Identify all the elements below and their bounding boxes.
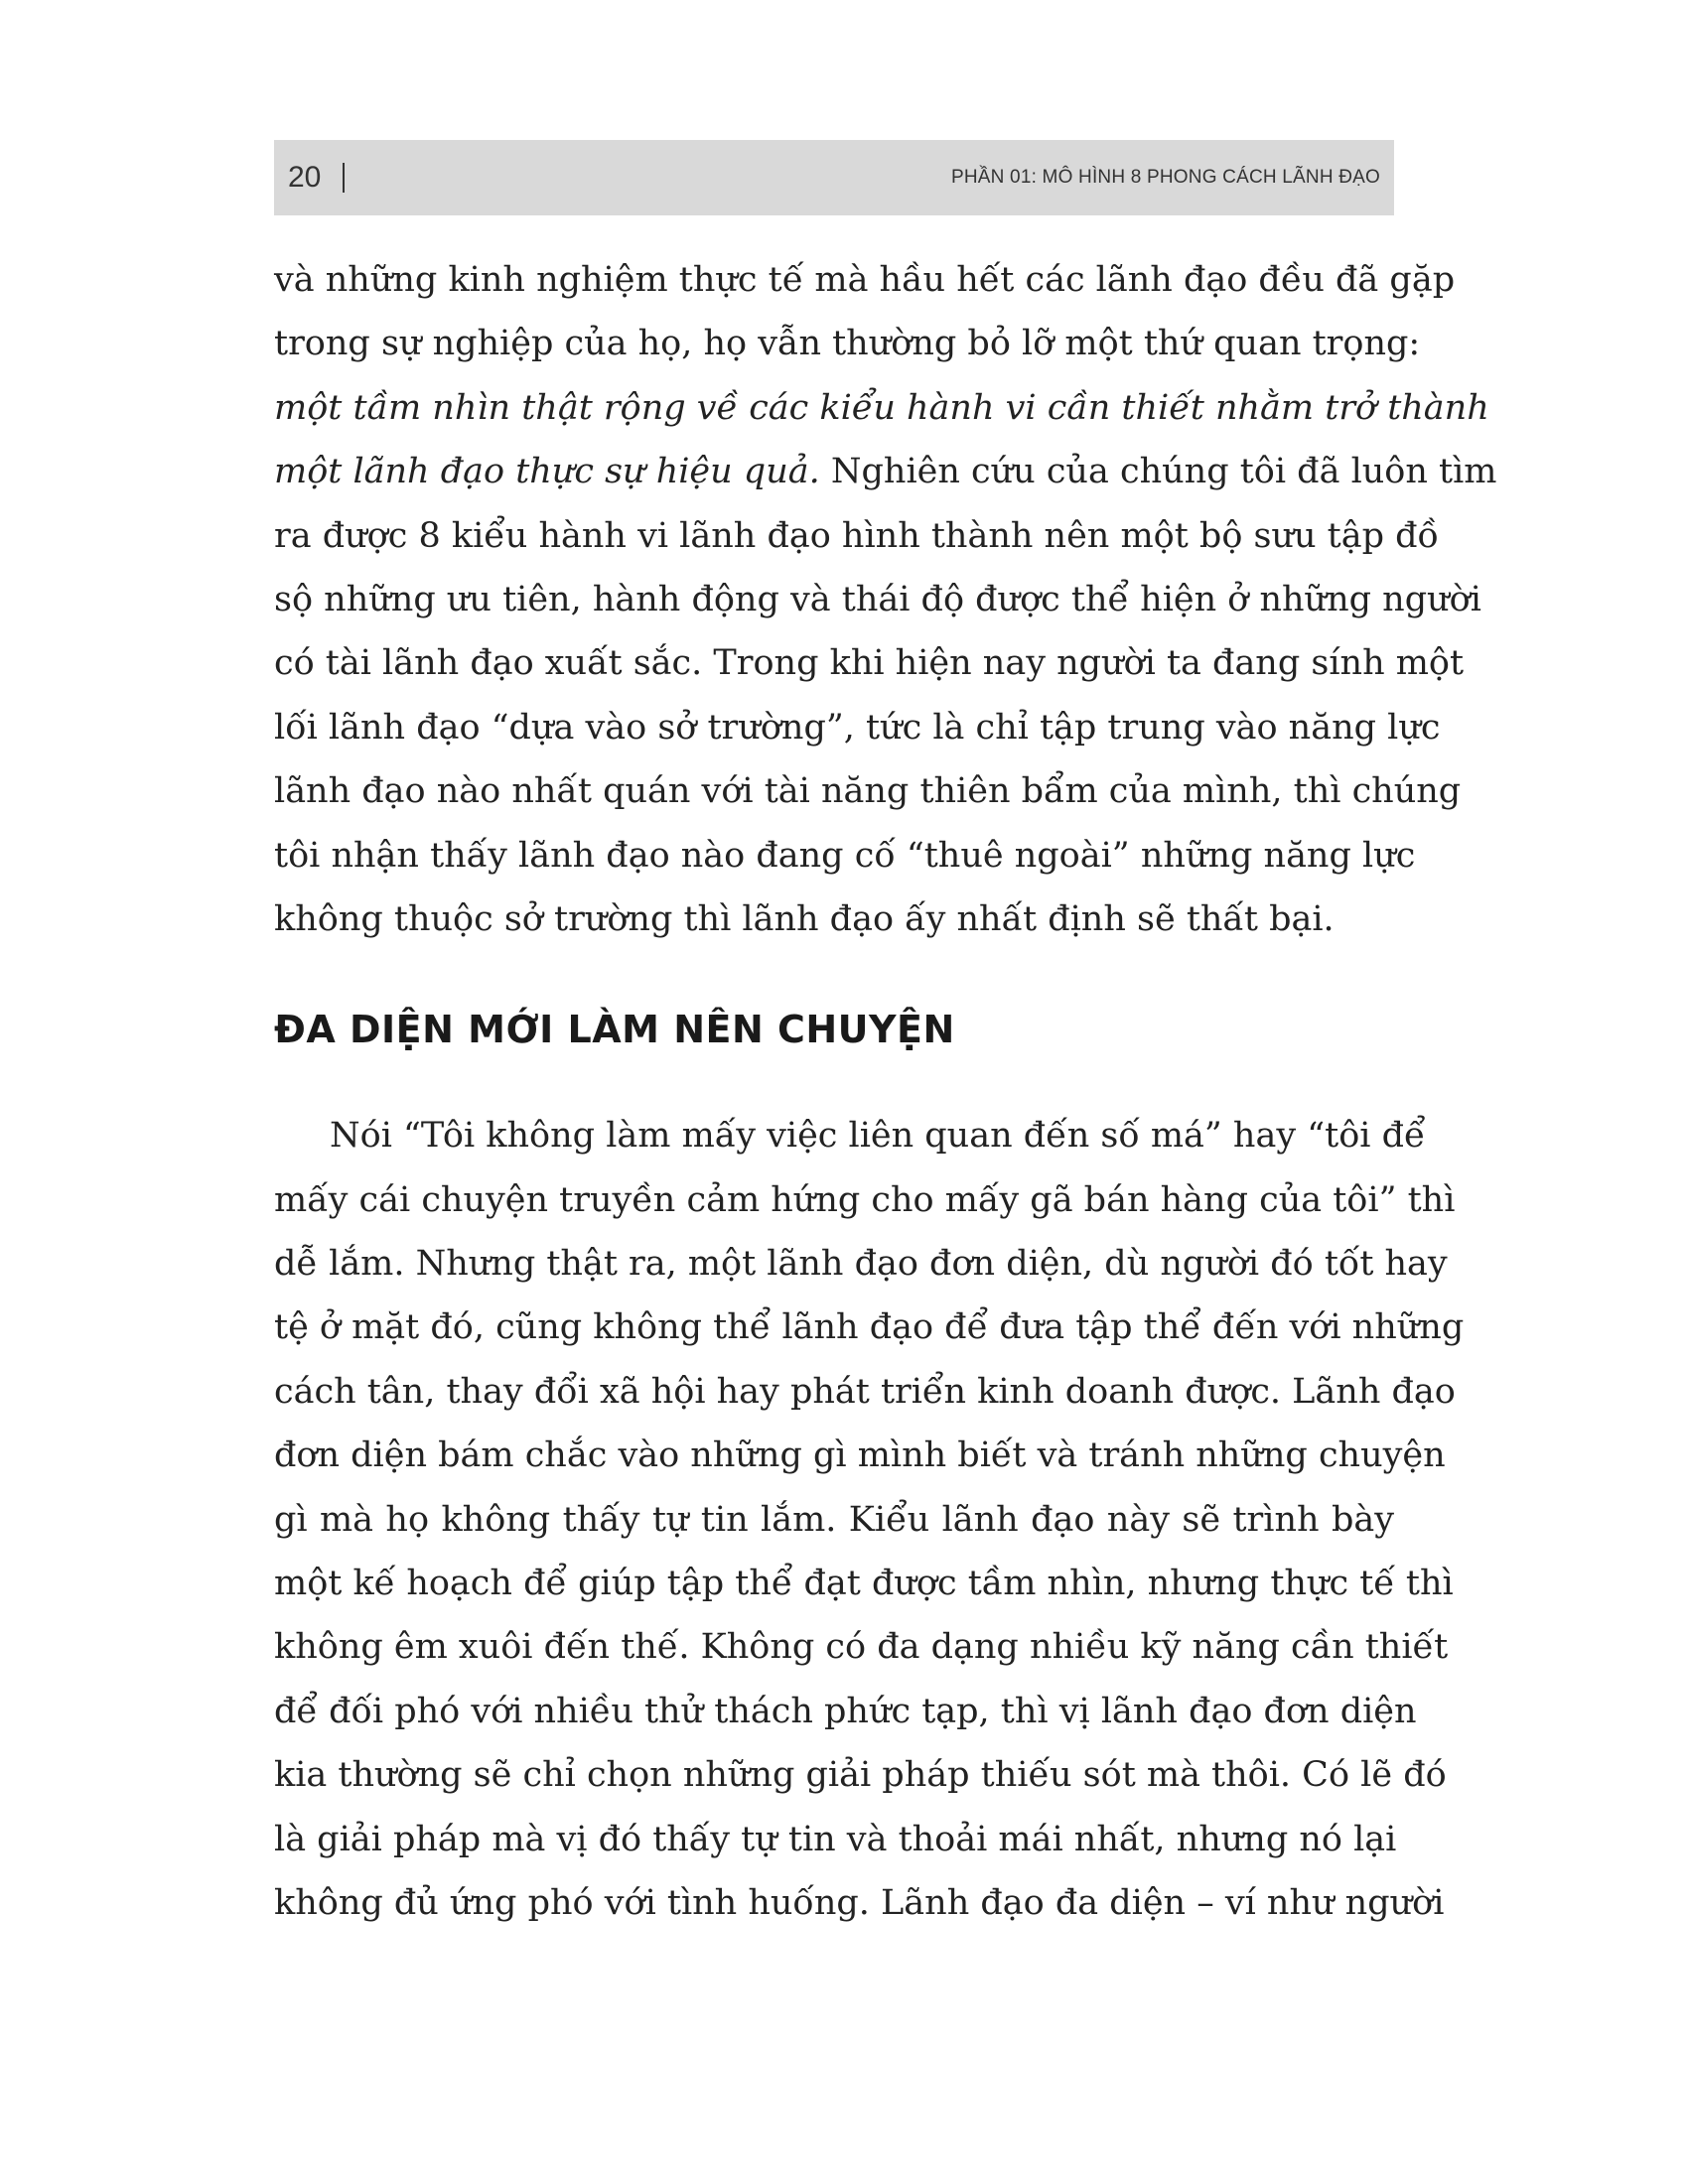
- line-text: trong sự nghiệp của họ, họ vẫn thường bỏ lỡ một thứ quan trọng:: [274, 324, 1421, 364]
- line-text: không thuộc sở trường thì lãnh đạo ấy nhất định sẽ thất bại.: [274, 898, 1335, 939]
- text-line: [274, 1168, 1456, 1232]
- text-line: [274, 1680, 1417, 1743]
- line-text: mấy cái chuyện truyền cảm hứng cho mấy gã bán hàng của tôi” thì: [274, 1179, 1456, 1220]
- text-line: [274, 440, 1497, 503]
- line-text: là giải pháp mà vị đó thấy tự tin và thoải mái nhất, nhưng nó lại: [274, 1819, 1397, 1859]
- line-text: không êm xuôi đến thế. Không có đa dạng nhiều kỹ năng cần thiết: [274, 1627, 1449, 1668]
- section-heading: ĐA DIỆN MỚI LÀM NÊN CHUYỆN: [274, 1008, 955, 1052]
- italic-text: một lãnh đạo thực sự hiệu quả.: [274, 452, 820, 492]
- paragraph-2: [274, 1104, 1465, 1935]
- header-separator: [343, 163, 345, 193]
- text-line: [274, 1808, 1397, 1871]
- page-number: [288, 161, 345, 195]
- text-line: [274, 1360, 1456, 1424]
- line-text: lãnh đạo nào nhất quán với tài năng thiên bẩm của mình, thì chúng: [274, 771, 1462, 812]
- page-body: [274, 248, 1497, 1935]
- text-line: [274, 1615, 1449, 1679]
- text-line: [274, 248, 1456, 312]
- line-text: cách tân, thay đổi xã hội hay phát triển kinh doanh được. Lãnh đạo: [274, 1371, 1456, 1412]
- text-line: [274, 824, 1416, 887]
- text-line: [274, 504, 1439, 568]
- line-text: tệ ở mặt đó, cũng không thể lãnh đạo để đưa tập thể đến với những: [274, 1307, 1465, 1348]
- line-text: lối lãnh đạo “dựa vào sở trường”, tức là chỉ tập trung vào năng lực: [274, 707, 1441, 748]
- line-text: dễ lắm. Nhưng thật ra, một lãnh đạo đơn diện, dù người đó tốt hay: [274, 1244, 1448, 1285]
- text-line: [274, 1424, 1446, 1487]
- text-line: [274, 1232, 1448, 1296]
- line-text: một kế hoạch để giúp tập thể đạt được tầm nhìn, nhưng thực tế thì: [274, 1564, 1454, 1604]
- line-text: Nói “Tôi không làm mấy việc liên quan đến số má” hay “tôi để: [330, 1116, 1426, 1157]
- paragraph-1: [274, 248, 1497, 951]
- line-text: để đối phó với nhiều thử thách phức tạp, thì vị lãnh đạo đơn diện: [274, 1691, 1417, 1731]
- page-number-text: 20: [288, 161, 322, 194]
- text-line: [274, 1743, 1447, 1807]
- line-text: không đủ ứng phó với tình huống. Lãnh đạo đa diện – ví như người: [274, 1882, 1445, 1923]
- section-title: PHẦN 01: MÔ HÌNH 8 PHONG CÁCH LÃNH ĐẠO: [950, 167, 1380, 188]
- text-line: [274, 887, 1394, 951]
- line-text: kia thường sẽ chỉ chọn những giải pháp thiếu sót mà thôi. Có lẽ đó: [274, 1755, 1447, 1796]
- text-line: [274, 1104, 1426, 1167]
- line-text: gì mà họ không thấy tự tin lắm. Kiểu lãnh đạo này sẽ trình bày: [274, 1499, 1394, 1540]
- text-line: [274, 759, 1462, 823]
- text-line: [274, 376, 1489, 440]
- line-text: sộ những ưu tiên, hành động và thái độ được thể hiện ở những người: [274, 579, 1481, 619]
- text-line: [274, 696, 1441, 759]
- line-text: và những kinh nghiệm thực tế mà hầu hết các lãnh đạo đều đã gặp: [274, 260, 1456, 300]
- text-line: [274, 1296, 1465, 1359]
- line-text: có tài lãnh đạo xuất sắc. Trong khi hiện nay người ta đang sính một: [274, 643, 1465, 684]
- text-line: [274, 568, 1481, 631]
- text-line: [274, 631, 1465, 695]
- text-line: [274, 1552, 1454, 1615]
- line-text: Nghiên cứu của chúng tôi đã luôn tìm: [819, 452, 1497, 492]
- running-header: [274, 140, 1394, 215]
- text-line: [274, 1488, 1394, 1552]
- text-line: [274, 312, 1421, 375]
- line-text: đơn diện bám chắc vào những gì mình biết và tránh những chuyện: [274, 1435, 1446, 1476]
- line-text: ra được 8 kiểu hành vi lãnh đạo hình thành nên một bộ sưu tập đồ: [274, 515, 1439, 556]
- line-text: tôi nhận thấy lãnh đạo nào đang cố “thuê ngoài” những năng lực: [274, 835, 1416, 876]
- text-line: [274, 1871, 1445, 1935]
- italic-text: một tầm nhìn thật rộng về các kiểu hành vi cần thiết nhằm trở thành: [274, 387, 1489, 428]
